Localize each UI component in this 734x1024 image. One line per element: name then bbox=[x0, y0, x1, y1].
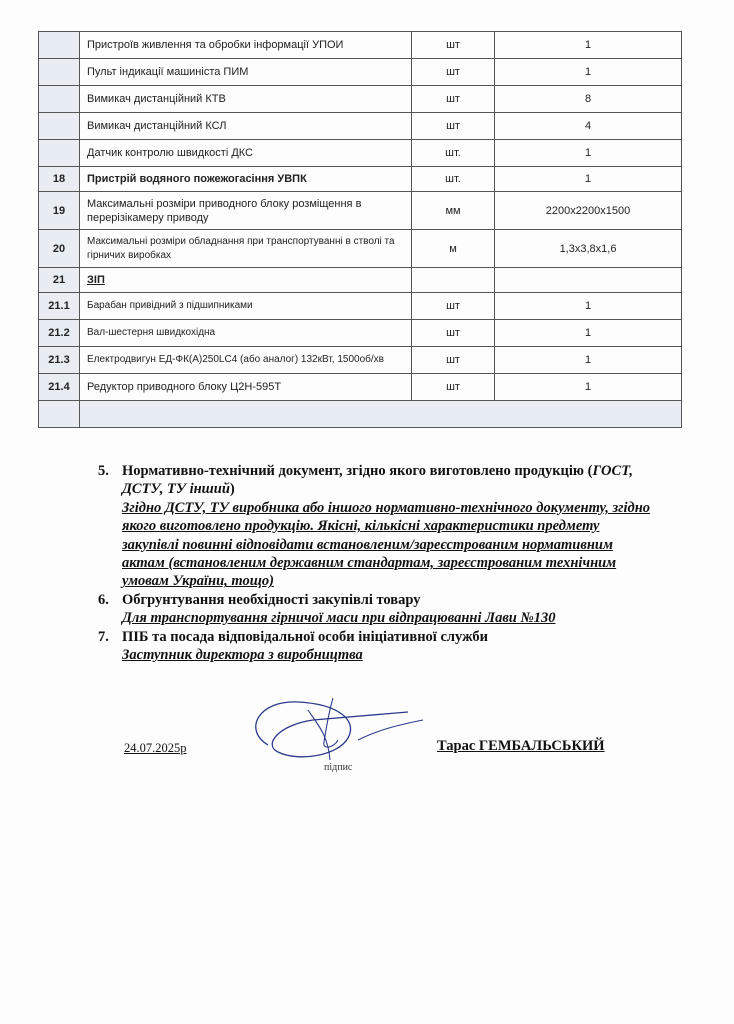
table-row-empty bbox=[39, 401, 682, 428]
row-number bbox=[39, 59, 80, 86]
section-body bbox=[122, 628, 658, 665]
row-name: Датчик контролю швидкості ДКС bbox=[80, 140, 412, 167]
row-name: Вал-шестерня швидкохідна bbox=[80, 320, 412, 347]
signatory-name: Тарас ГЕМБАЛЬСЬКИЙ bbox=[437, 738, 605, 754]
row-name: Вимикач дистанційний КСЛ bbox=[80, 113, 412, 140]
section-6 bbox=[98, 591, 658, 628]
section-title bbox=[122, 462, 658, 499]
row-qty: 1 bbox=[495, 59, 682, 86]
row-name: Пульт індикації машиніста ПИМ bbox=[80, 59, 412, 86]
section-number: 7. bbox=[98, 628, 109, 645]
signature-date: 24.07.2025р bbox=[124, 741, 187, 755]
row-number bbox=[39, 113, 80, 140]
table-row bbox=[39, 293, 682, 320]
row-number: 21.3 bbox=[39, 347, 80, 374]
row-qty bbox=[495, 268, 682, 293]
row-number: 21.4 bbox=[39, 374, 80, 401]
row-number bbox=[39, 32, 80, 59]
row-unit: шт bbox=[412, 32, 495, 59]
section-title-italic: ГОСТ, ДСТУ, ТУ інший bbox=[122, 463, 633, 498]
row-unit: мм bbox=[412, 192, 495, 230]
row-qty: 4 bbox=[495, 113, 682, 140]
row-empty-cell bbox=[80, 401, 682, 428]
row-qty: 1 bbox=[495, 293, 682, 320]
row-number bbox=[39, 140, 80, 167]
table-row bbox=[39, 86, 682, 113]
row-number-empty bbox=[39, 401, 80, 428]
section-5 bbox=[98, 462, 658, 591]
row-qty: 1 bbox=[495, 347, 682, 374]
section-body bbox=[122, 591, 658, 628]
row-qty: 1 bbox=[495, 374, 682, 401]
section-answer: Згідно ДСТУ, ТУ виробника або іншого нормативно-технічного документу, згідно якого виготовлено продукцію. Якісні, кількісні характеристики предмету закупівлі повинні відповідати встановленим/зареєстрованим нормативним актам (встановленим державним стандартам, зареєстрованим технічним умовам України, тощо) bbox=[122, 499, 651, 590]
row-qty: 8 bbox=[495, 86, 682, 113]
table-row bbox=[39, 268, 682, 293]
table-row bbox=[39, 374, 682, 401]
table-row bbox=[39, 347, 682, 374]
table-row bbox=[39, 32, 682, 59]
table-row bbox=[39, 320, 682, 347]
row-name: Максимальні розміри приводного блоку розміщення в перерізікамеру приводу bbox=[80, 192, 412, 230]
row-unit: шт bbox=[412, 374, 495, 401]
table-row bbox=[39, 192, 682, 230]
requirements-sections bbox=[98, 462, 658, 664]
row-name: Вимикач дистанційний КТВ bbox=[80, 86, 412, 113]
table-row bbox=[39, 59, 682, 86]
row-name: Редуктор приводного блоку Ц2Н-595Т bbox=[80, 374, 412, 401]
section-answer: Заступник директора з виробництва bbox=[122, 647, 363, 664]
row-qty: 1 bbox=[495, 140, 682, 167]
row-name: Барабан привідний з підшипниками bbox=[80, 293, 412, 320]
section-7 bbox=[98, 628, 658, 665]
section-title: ПІБ та посада відповідальної особи ініціативної служби bbox=[122, 628, 489, 645]
handwritten-signature bbox=[238, 690, 428, 770]
row-number: 21 bbox=[39, 268, 80, 293]
row-unit: шт bbox=[412, 86, 495, 113]
row-qty: 1,3х3,8х1,6 bbox=[495, 230, 682, 268]
table-row bbox=[39, 113, 682, 140]
section-number: 6. bbox=[98, 591, 109, 608]
row-number: 18 bbox=[39, 167, 80, 192]
row-unit: шт bbox=[412, 347, 495, 374]
row-unit bbox=[412, 268, 495, 293]
row-unit: шт bbox=[412, 113, 495, 140]
row-name: Пристрій водяного пожежогасіння УВПК bbox=[80, 167, 412, 192]
section-number: 5. bbox=[98, 463, 109, 479]
row-number: 21.2 bbox=[39, 320, 80, 347]
row-unit: шт bbox=[412, 320, 495, 347]
row-number: 21.1 bbox=[39, 293, 80, 320]
section-answer: Для транспортування гірничої маси при відпрацюванні Лави №130 bbox=[122, 610, 556, 627]
row-qty: 1 bbox=[495, 320, 682, 347]
row-unit: шт bbox=[412, 59, 495, 86]
section-title-part: Нормативно-технічний документ, згідно якого виготовлено продукцію ( bbox=[122, 463, 593, 479]
table-row bbox=[39, 230, 682, 268]
specification-table bbox=[38, 31, 682, 428]
signature-caption: підпис bbox=[324, 762, 353, 773]
row-unit: шт. bbox=[412, 167, 495, 192]
row-unit: шт bbox=[412, 293, 495, 320]
section-title: Обгрунтування необхідності закупівлі товару bbox=[122, 591, 421, 608]
row-name: Пристроїв живлення та обробки інформації УПОИ bbox=[80, 32, 412, 59]
table-row bbox=[39, 140, 682, 167]
row-qty: 2200х2200х1500 bbox=[495, 192, 682, 230]
row-unit: шт. bbox=[412, 140, 495, 167]
row-number bbox=[39, 86, 80, 113]
row-number: 19 bbox=[39, 192, 80, 230]
section-body bbox=[122, 462, 658, 591]
row-name: ЗІП bbox=[80, 268, 412, 293]
section-title-part: ) bbox=[229, 481, 235, 498]
row-number: 20 bbox=[39, 230, 80, 268]
row-unit: м bbox=[412, 230, 495, 268]
row-qty: 1 bbox=[495, 32, 682, 59]
row-name: Максимальні розміри обладнання при транспортуванні в стволі та гірничих виробках bbox=[80, 230, 412, 268]
table-row bbox=[39, 167, 682, 192]
row-qty: 1 bbox=[495, 167, 682, 192]
row-name: Електродвигун ЕД-ФК(А)250LC4 (або аналог) 132кВт, 1500об/хв bbox=[80, 347, 412, 374]
